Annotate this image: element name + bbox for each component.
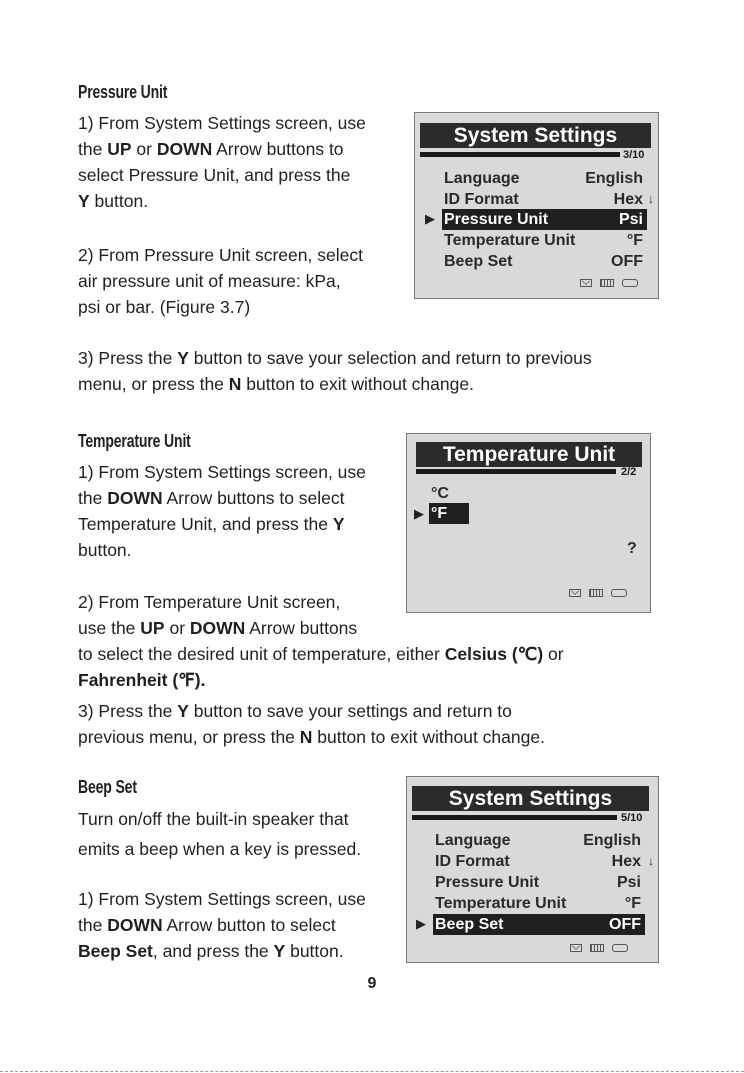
pressure-unit-heading: Pressure Unit (78, 82, 168, 102)
down-arrow-icon: ↓ (648, 854, 654, 868)
mail-icon (580, 279, 592, 287)
mail-icon (570, 944, 582, 952)
screen-progress-bar (412, 815, 617, 820)
battery-icon (600, 279, 614, 287)
temperature-step1: 1) From System Settings screen, use the DOWN Arrow buttons to select Temperature Unit, and press the Y button. (78, 462, 366, 560)
status-bar (569, 589, 627, 597)
pressure-step3: 3) Press the Y button to save your selection and return to previous menu, or press the N button to exit without change. (78, 348, 592, 394)
status-bar (570, 944, 628, 952)
pointer-triangle-icon: ▶ (425, 211, 435, 226)
menu-row-language[interactable]: Language English (435, 832, 641, 849)
menu-row-id-format[interactable]: ID Format Hex (444, 191, 643, 208)
pressure-step2: 2) From Pressure Unit screen, select air pressure unit of measure: kPa, psi or bar. (Figure 3.7) (78, 245, 363, 317)
screen-progress-bar (420, 152, 620, 157)
temperature-unit-screen (406, 433, 651, 613)
screen-page-indicator: 5/10 (621, 812, 643, 824)
beep-step1: 1) From System Settings screen, use the DOWN Arrow button to select Beep Set, and press the Y button. (78, 889, 366, 961)
battery-icon (590, 944, 604, 952)
car-icon (611, 589, 627, 597)
pointer-triangle-icon: ▶ (414, 506, 424, 521)
system-settings-screen-beep (406, 776, 659, 963)
car-icon (612, 944, 628, 952)
down-arrow-icon: ↓ (648, 192, 654, 206)
battery-icon (589, 589, 603, 597)
menu-row-pressure-unit[interactable]: Pressure Unit Psi (442, 209, 647, 230)
mail-icon (569, 589, 581, 597)
temperature-step3: 3) Press the Y button to save your settings and return to previous menu, or press the N button to exit without change. (78, 701, 545, 747)
menu-row-pressure-unit[interactable]: Pressure Unit Psi (435, 874, 641, 891)
menu-row-temperature-unit[interactable]: Temperature Unit °F (435, 895, 641, 912)
beep-set-heading: Beep Set (78, 777, 137, 797)
menu-row-temperature-unit[interactable]: Temperature Unit °F (444, 232, 643, 249)
help-icon[interactable]: ? (627, 540, 637, 557)
car-icon (622, 279, 638, 287)
option-fahrenheit[interactable]: °F (429, 503, 469, 524)
page-bottom-divider (0, 1071, 744, 1072)
pressure-step1: 1) From System Settings screen, use the UP or DOWN Arrow buttons to select Pressure Unit, and press the Y button. (78, 113, 366, 211)
screen-progress-bar (416, 469, 616, 474)
menu-row-language[interactable]: Language English (444, 170, 643, 187)
pointer-triangle-icon: ▶ (416, 916, 426, 931)
menu-row-beep-set[interactable]: Beep Set OFF (433, 914, 645, 935)
status-bar (580, 279, 638, 287)
beep-intro: Turn on/off the built-in speaker that emits a beep when a key is pressed. (78, 809, 362, 859)
screen-page-indicator: 3/10 (623, 149, 645, 161)
menu-row-id-format[interactable]: ID Format Hex (435, 853, 641, 870)
option-celsius[interactable]: °C (431, 485, 449, 502)
menu-row-beep-set[interactable]: Beep Set OFF (444, 253, 643, 270)
screen-title: System Settings (420, 123, 651, 148)
screen-title: Temperature Unit (416, 442, 642, 467)
page-number: 9 (367, 975, 377, 992)
temperature-step2: 2) From Temperature Unit screen, use the UP or DOWN Arrow buttons to select the desired unit of temperature, either Celsius (℃) or Fahrenheit (℉). (78, 592, 564, 690)
screen-title: System Settings (412, 786, 649, 811)
temperature-unit-heading: Temperature Unit (78, 431, 191, 451)
system-settings-screen-pressure (414, 112, 659, 299)
screen-page-indicator: 2/2 (621, 466, 637, 478)
